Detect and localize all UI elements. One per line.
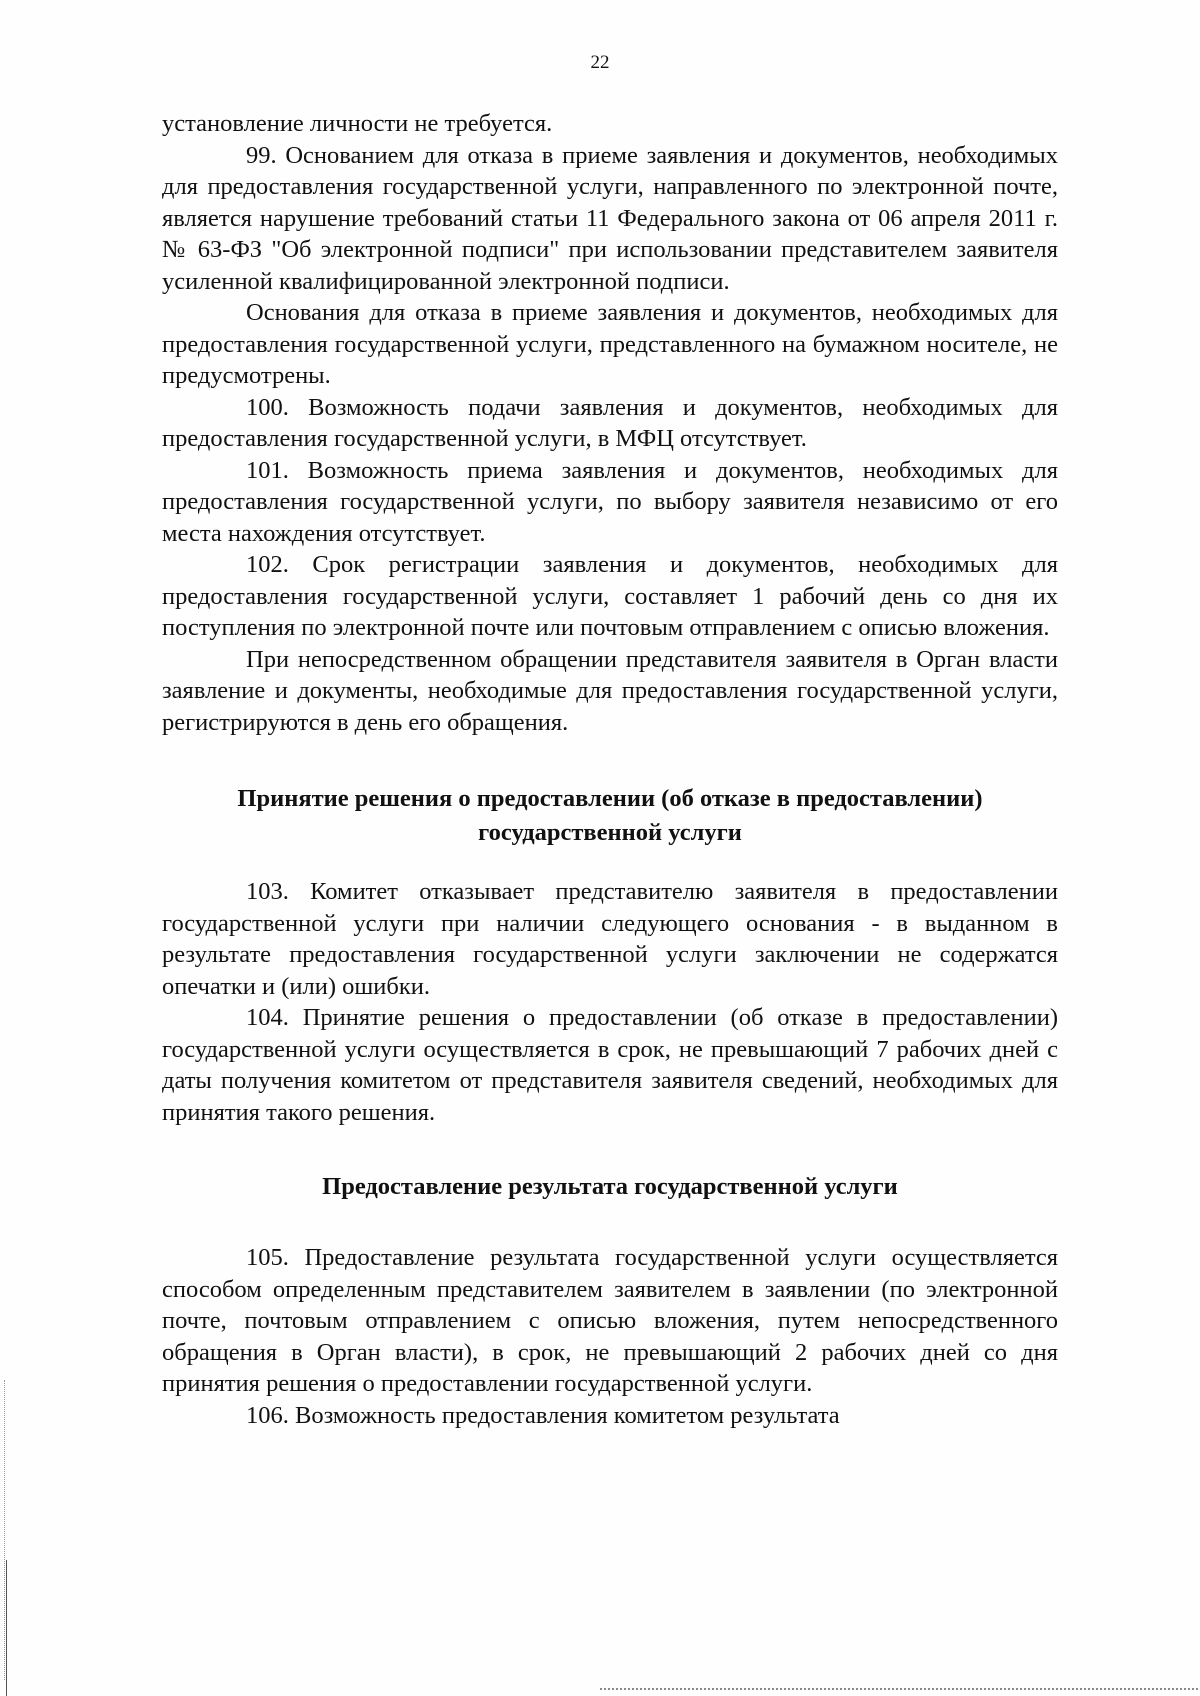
paragraph-99-paper: Основания для отказа в приеме заявления и документов, необходимых для предоставления государственной услуги, представленного на бумажном носителе, не предусмотрены. (162, 299, 1058, 389)
paragraph-105: 105. Предоставление результата государственной услуги осуществляется способом определенным представителем заявителем в заявлении (по электронной почте, почтовым отправлением с описью вложения, путем непосредственного обращения в Орган власти), в срок, не превышающий 2 рабочих дней со дня принятия решения о предоставлении государственной услуги. (162, 1244, 1058, 1397)
paragraph-continuation: установление личности не требуется. (162, 110, 553, 137)
page-number: 22 (590, 52, 610, 73)
paragraph-99: 99. Основанием для отказа в приеме заявления и документов, необходимых для предоставления государственной услуги, направленного по электронной почте, является нарушение требований статьи 11 Федерального закона от 06 апреля 2011 г. № 63-ФЗ "Об электронной подписи" при использовании представителем заявителя усиленной квалифицированной электронной подписи. (162, 141, 1058, 295)
paragraph-106: 106. Возможность предоставления комитетом результата (246, 1401, 840, 1429)
paragraph-104: 104. Принятие решения о предоставлении (об отказе в предоставлении) государственной услуги осуществляется в срок, не превышающий 7 рабочих дней с даты получения комитетом от представителя заявителя сведений, необходимых для принятия такого решения. (162, 1004, 1058, 1126)
paragraph-102-direct: При непосредственном обращении представителя заявителя в Орган власти заявление и документы, необходимые для предоставления государственной услуги, регистрируются в день его обращения. (162, 645, 1058, 736)
scan-margin-line (6, 1560, 7, 1696)
paragraph-102: 102. Срок регистрации заявления и документов, необходимых для предоставления государственной услуги, составляет 1 рабочий день со дня их поступления по электронной почте или почтовым отправлением с описью вложения. (162, 551, 1058, 641)
paragraph-103: 103. Комитет отказывает представителю заявителя в предоставлении государственной услуги при наличии следующего основания - в выданном в результате предоставления государственной услуги заключении не содержатся опечатки и (или) ошибки. (162, 878, 1058, 1000)
section-heading-decision-line2: государственной услуги (478, 819, 742, 846)
document-body (162, 108, 1058, 1431)
section-heading-result: Предоставление результата государственной услуги (322, 1173, 898, 1200)
paragraph-101: 101. Возможность приема заявления и документов, необходимых для предоставления государственной услуги, по выбору заявителя независимо от его места нахождения отсутствует. (162, 456, 1058, 547)
scan-bottom-line (600, 1688, 1198, 1691)
section-heading-decision-line1: Принятие решения о предоставлении (об отказе в предоставлении) (237, 785, 983, 812)
section-heading-decision (162, 782, 1058, 850)
paragraph-100: 100. Возможность подачи заявления и документов, необходимых для предоставления государственной услуги, в МФЦ отсутствует. (162, 393, 1058, 452)
